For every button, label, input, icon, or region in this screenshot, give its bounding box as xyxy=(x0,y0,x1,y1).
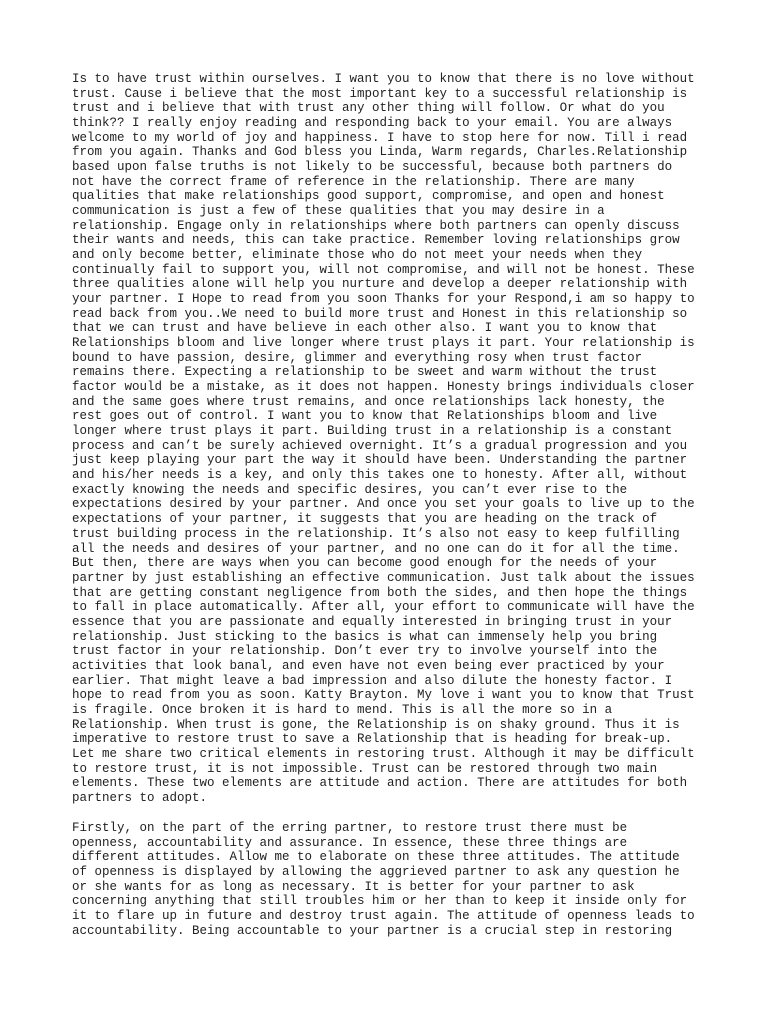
text-line: communication is just a few of these qualities that you may desire in a xyxy=(72,204,605,219)
text-line: think?? I really enjoy reading and responding back to your email. You are always xyxy=(72,116,673,131)
text-line: qualities that make relationships good support, compromise, and open and honest xyxy=(72,189,665,204)
text-line: all the needs and desires of your partner, and no one can do it for all the time. xyxy=(72,541,680,556)
text-line: partner by just establishing an effective communication. Just talk about the issues xyxy=(72,570,695,585)
text-line: openness, accountability and assurance. In essence, these three things are xyxy=(72,835,628,850)
paragraph-2 xyxy=(72,821,702,938)
text-line: relationship. Just sticking to the basics is what can immensely help you bring xyxy=(72,629,658,644)
text-line: to fall in place automatically. After all, your effort to communicate will have the xyxy=(72,600,695,615)
text-line: it to flare up in future and destroy trust again. The attitude of openness leads to xyxy=(72,909,695,924)
text-line: concerning anything that still troubles him or her than to keep it inside only for xyxy=(72,894,688,909)
text-line: Relationships bloom and live longer where trust plays it part. Your relationship is xyxy=(72,336,695,351)
text-line: Let me share two critical elements in restoring trust. Although it may be difficult xyxy=(72,746,695,761)
text-line: exactly knowing the needs and specific desires, you can’t ever rise to the xyxy=(72,482,628,497)
text-line: accountability. Being accountable to your partner is a crucial step in restoring xyxy=(72,923,673,938)
text-line: not have the correct frame of reference in the relationship. There are many xyxy=(72,174,635,189)
text-line: of openness is displayed by allowing the aggrieved partner to ask any question he xyxy=(72,865,680,880)
text-line: to restore trust, it is not impossible. Trust can be restored through two main xyxy=(72,761,658,776)
text-line: from you again. Thanks and God bless you Linda, Warm regards, Charles.Relationship xyxy=(72,145,688,160)
text-line: that we can trust and have believe in each other also. I want you to know that xyxy=(72,321,658,336)
text-line: But then, there are ways when you can become good enough for the needs of your xyxy=(72,556,658,571)
text-line: elements. These two elements are attitude and action. There are attitudes for both xyxy=(72,776,688,791)
text-line: Relationship. When trust is gone, the Relationship is on shaky ground. Thus it is xyxy=(72,717,680,732)
text-line: bound to have passion, desire, glimmer and everything rosy when trust factor xyxy=(72,350,643,365)
paragraph-1 xyxy=(72,72,702,806)
text-line: that are getting constant negligence from both the sides, and then hope the things xyxy=(72,585,688,600)
text-line: read back from you..We need to build more trust and Honest in this relationship so xyxy=(72,306,688,321)
text-line: partners to adopt. xyxy=(72,790,208,805)
text-line: relationship. Engage only in relationships where both partners can openly discuss xyxy=(72,218,680,233)
text-line: or she wants for as long as necessary. It is better for your partner to ask xyxy=(72,879,635,894)
text-line: welcome to my world of joy and happiness. I have to stop here for now. Till i read xyxy=(72,130,688,145)
text-line: is fragile. Once broken it is hard to mend. This is all the more so in a xyxy=(72,702,613,717)
text-line: longer where trust plays it part. Building trust in a relationship is a constant xyxy=(72,424,673,439)
text-line: essence that you are passionate and equally interested in bringing trust in your xyxy=(72,614,673,629)
text-line: earlier. That might leave a bad impression and also dilute the honesty factor. I xyxy=(72,673,673,688)
text-line: expectations desired by your partner. And once you set your goals to live up to the xyxy=(72,497,695,512)
text-line: imperative to restore trust to save a Relationship that is heading for break-up. xyxy=(72,732,673,747)
text-line: rest goes out of control. I want you to know that Relationships bloom and live xyxy=(72,409,658,424)
text-line: their wants and needs, this can take practice. Remember loving relationships grow xyxy=(72,233,680,248)
text-line: trust building process in the relationship. It’s also not easy to keep fulfilling xyxy=(72,526,680,541)
text-line: your partner. I Hope to read from you soon Thanks for your Respond,i am so happy to xyxy=(72,292,695,307)
text-line: and only become better, eliminate those who do not meet your needs when they xyxy=(72,248,643,263)
text-line: factor would be a mistake, as it does not happen. Honesty brings individuals closer xyxy=(72,380,695,395)
text-line: activities that look banal, and even have not even being ever practiced by your xyxy=(72,658,665,673)
text-line: and his/her needs is a key, and only this takes one to honesty. After all, without xyxy=(72,468,688,483)
text-line: based upon false truths is not likely to be successful, because both partners do xyxy=(72,160,673,175)
text-line: expectations of your partner, it suggests that you are heading on the track of xyxy=(72,512,658,527)
text-line: remains there. Expecting a relationship to be sweet and warm without the trust xyxy=(72,365,658,380)
text-line: three qualities alone will help you nurture and develop a deeper relationship with xyxy=(72,277,688,292)
text-line: trust factor in your relationship. Don’t ever try to involve yourself into the xyxy=(72,644,658,659)
text-line: trust. Cause i believe that the most important key to a successful relationship is xyxy=(72,86,688,101)
text-line: just keep playing your part the way it should have been. Understanding the partner xyxy=(72,453,688,468)
text-line: hope to read from you as soon. Katty Brayton. My love i want you to know that Trust xyxy=(72,688,695,703)
text-line: continually fail to support you, will not compromise, and will not be honest. These xyxy=(72,262,695,277)
text-line: trust and i believe that with trust any other thing will follow. Or what do you xyxy=(72,101,665,116)
text-line: and the same goes where trust remains, and once relationships lack honesty, the xyxy=(72,394,665,409)
text-line: Firstly, on the part of the erring partner, to restore trust there must be xyxy=(72,821,628,835)
text-line: different attitudes. Allow me to elaborate on these three attitudes. The attitude xyxy=(72,850,680,865)
text-line: process and can’t be surely achieved overnight. It’s a gradual progression and you xyxy=(72,438,688,453)
text-line: Is to have trust within ourselves. I want you to know that there is no love without xyxy=(72,72,695,86)
